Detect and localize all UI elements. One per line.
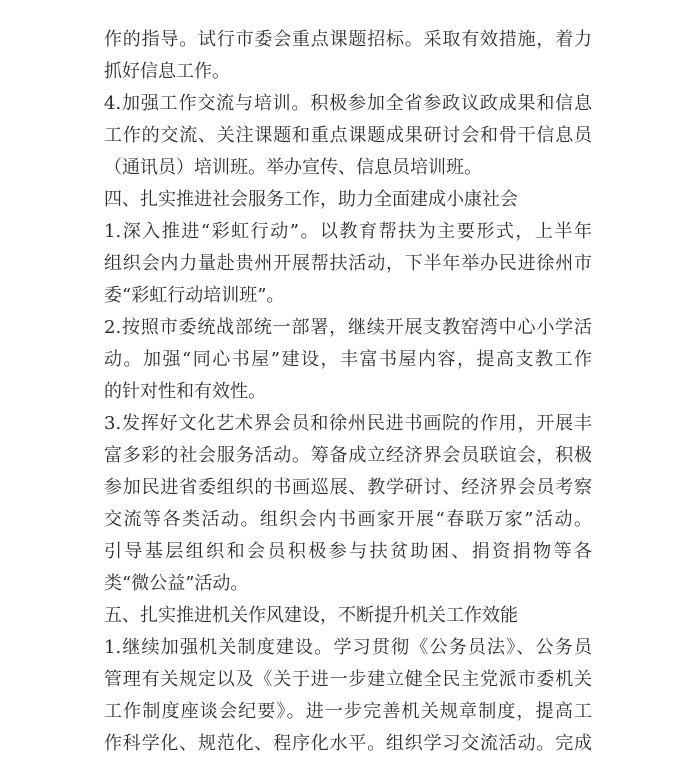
text-line: 组织会内力量赴贵州开展帮扶活动，下半年举办民进徐州市	[104, 253, 592, 274]
text-line: 作科学化、规范化、程序化水平。组织学习交流活动。完成	[104, 733, 592, 754]
section-heading: 四、扎实推进社会服务工作，助力全面建成小康社会	[104, 189, 518, 210]
text-line: 1.继续加强机关制度建设。学习贯彻《公务员法》、公务员	[104, 637, 592, 658]
section-heading: 五、扎实推进机关作风建设，不断提升机关工作效能	[104, 605, 518, 626]
text-line: 2.按照市委统战部统一部署，继续开展支教窑湾中心小学活	[104, 317, 592, 338]
text-line: 富多彩的社会服务活动。筹备成立经济界会员联谊会，积极	[104, 445, 592, 466]
text-line: 动。加强“同心书屋”建设，丰富书屋内容，提高支教工作	[104, 349, 592, 370]
text-line: 类“微公益”活动。	[104, 573, 249, 594]
text-line: 引导基层组织和会员积极参与扶贫助困、捐资捐物等各	[104, 541, 592, 562]
text-line: 管理有关规定以及《关于进一步建立健全民主党派市委机关	[104, 669, 592, 690]
text-line: 工作的交流、关注课题和重点课题成果研讨会和骨干信息员	[104, 125, 592, 146]
text-line: （通讯员）培训班。举办宣传、信息员培训班。	[104, 157, 482, 178]
text-line: 4.加强工作交流与培训。积极参加全省参政议政成果和信息	[104, 93, 592, 114]
text-line: 1.深入推进“彩虹行动”。以教育帮扶为主要形式，上半年	[104, 221, 592, 242]
text-line: 抓好信息工作。	[104, 61, 230, 82]
text-line: 参加民进省委组织的书画巡展、教学研讨、经济界会员考察	[104, 477, 592, 498]
text-line: 的针对性和有效性。	[104, 381, 266, 402]
text-line: 3.发挥好文化艺术界会员和徐州民进书画院的作用，开展丰	[104, 413, 592, 434]
text-line: 工作制度座谈会纪要》。进一步完善机关规章制度，提高工	[104, 701, 592, 722]
text-line: 委“彩虹行动培训班”。	[104, 285, 285, 306]
text-line: 作的指导。试行市委会重点课题招标。采取有效措施，着力	[104, 29, 592, 50]
document-body	[104, 24, 592, 760]
text-line: 交流等各类活动。组织会内书画家开展“春联万家”活动。	[104, 509, 592, 530]
